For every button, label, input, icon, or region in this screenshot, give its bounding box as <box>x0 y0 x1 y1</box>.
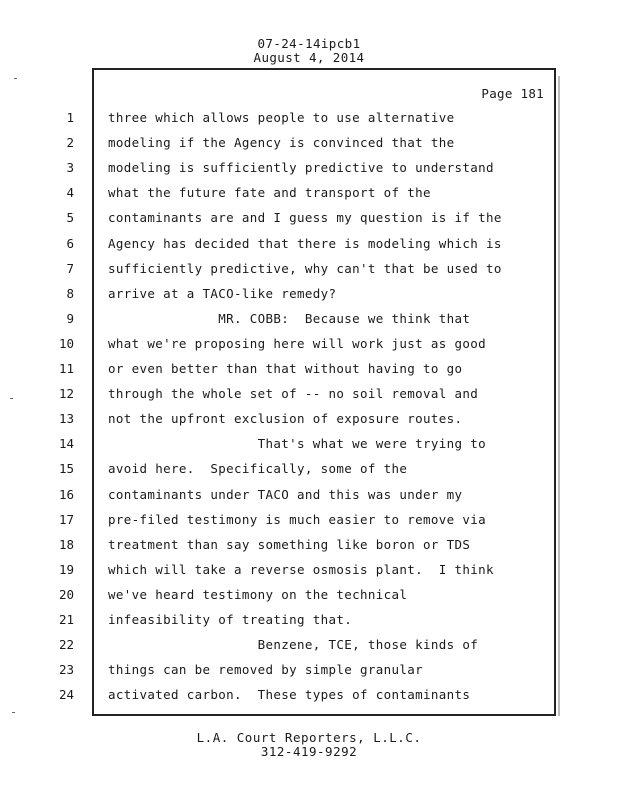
transcript-line <box>66 310 554 329</box>
line-text: pre-filed testimony is much easier to remove via <box>108 511 487 527</box>
line-text: Benzene, TCE, those kinds of <box>108 637 479 653</box>
line-text: avoid here. Specifically, some of the <box>108 461 408 477</box>
transcript-page-frame <box>58 68 556 716</box>
transcript-line <box>58 386 554 404</box>
transcript-line <box>66 135 554 153</box>
line-number: 16 <box>58 486 74 502</box>
line-number: 1 <box>66 110 74 125</box>
transcript-line <box>66 235 554 254</box>
line-text: modeling is sufficiently predictive to understand <box>108 160 494 176</box>
transcript-line <box>58 536 554 555</box>
line-text: MR. COBB: Because we think that <box>108 310 471 326</box>
line-number: 24 <box>58 687 74 703</box>
line-text: things can be removed by simple granular <box>108 662 424 678</box>
scan-speck <box>12 712 15 713</box>
line-number: 20 <box>58 586 74 602</box>
case-number: 07-24-14ipcb1 <box>257 36 361 51</box>
line-number: 2 <box>66 135 74 151</box>
court-reporter-phone: 312-419-9292 <box>260 744 358 759</box>
line-number: 13 <box>58 411 74 427</box>
transcript-line <box>66 185 554 203</box>
line-text: or even better than that without having to go <box>108 361 463 376</box>
line-text: through the whole set of -- no soil removal and <box>108 386 479 402</box>
line-text: contaminants under TACO and this was under my <box>108 486 463 502</box>
transcript-line <box>58 335 554 354</box>
transcript-line <box>58 461 554 479</box>
line-number: 15 <box>58 461 74 477</box>
line-number: 5 <box>66 210 74 226</box>
transcript-line <box>66 110 554 128</box>
line-number: 18 <box>58 536 74 552</box>
line-number: 14 <box>58 436 74 452</box>
transcript-line <box>58 486 554 505</box>
line-text: Agency has decided that there is modeling which is <box>108 235 502 251</box>
transcript-line <box>66 285 554 304</box>
hearing-date: August 4, 2014 <box>253 50 365 65</box>
line-text: That's what we were trying to <box>108 436 487 452</box>
line-text: not the upfront exclusion of exposure routes. <box>108 411 463 427</box>
transcript-line <box>66 260 554 279</box>
transcript-line <box>66 210 554 228</box>
scan-speck <box>14 78 17 79</box>
line-text: which will take a reverse osmosis plant. I think <box>108 561 494 577</box>
transcript-line <box>58 637 554 655</box>
transcript-line <box>58 662 554 680</box>
transcript-line <box>58 612 554 630</box>
line-text: activated carbon. These types of contaminants <box>108 687 471 703</box>
line-text: what we're proposing here will work just as good <box>108 335 487 351</box>
line-text: contaminants are and I guess my question is if the <box>108 210 502 226</box>
line-number: 21 <box>58 612 74 627</box>
court-reporter-name: L.A. Court Reporters, L.L.C. <box>196 730 422 745</box>
line-number: 12 <box>58 386 74 402</box>
line-text: we've heard testimony on the technical <box>108 586 408 602</box>
transcript-line <box>58 411 554 429</box>
line-text: infeasibility of treating that. <box>108 612 353 627</box>
transcript-line <box>58 511 554 530</box>
page-number: Page 181 <box>481 86 544 101</box>
transcript-line <box>66 160 554 178</box>
line-number: 10 <box>58 335 74 351</box>
line-number: 23 <box>58 662 74 678</box>
transcript-line <box>58 687 554 705</box>
line-number: 11 <box>58 361 74 376</box>
transcript-line <box>58 436 554 454</box>
line-number: 4 <box>66 185 74 201</box>
line-text: treatment than say something like boron or TDS <box>108 536 471 552</box>
line-text: three which allows people to use alternative <box>108 110 455 125</box>
line-number: 9 <box>66 310 74 326</box>
line-number: 6 <box>66 235 74 251</box>
line-text: sufficiently predictive, why can't that be used to <box>108 260 502 276</box>
line-number: 17 <box>58 511 74 527</box>
line-number: 19 <box>58 561 74 577</box>
line-number: 8 <box>66 285 74 301</box>
line-number: 7 <box>66 260 74 276</box>
transcript-line <box>58 561 554 580</box>
line-text: modeling if the Agency is convinced that the <box>108 135 455 151</box>
scan-speck <box>10 398 13 399</box>
line-number: 3 <box>66 160 74 176</box>
line-text: what the future fate and transport of the <box>108 185 431 201</box>
line-text: arrive at a TACO-like remedy? <box>108 285 337 301</box>
line-number: 22 <box>58 637 74 653</box>
transcript-line <box>58 586 554 605</box>
transcript-line <box>58 361 554 379</box>
